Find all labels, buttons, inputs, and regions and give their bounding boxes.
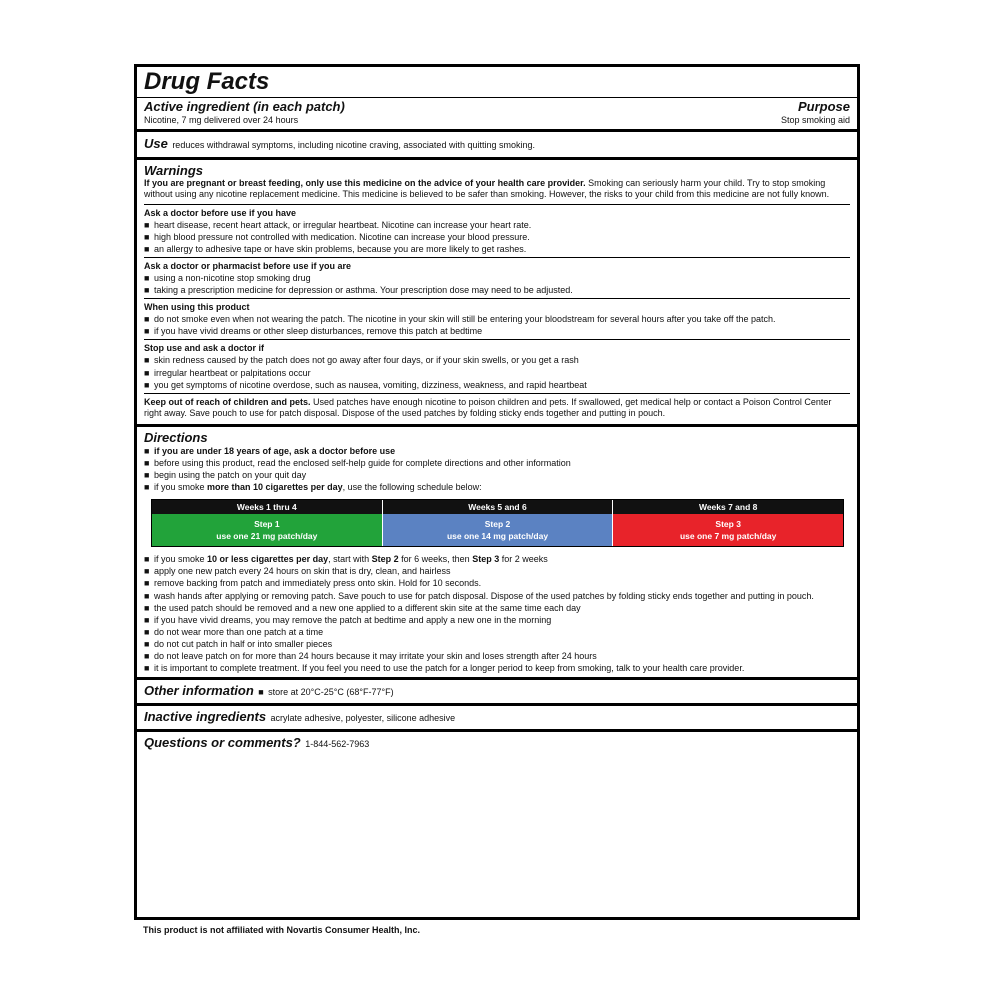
drug-facts-title: Drug Facts <box>144 68 270 95</box>
step-dose: use one 14 mg patch/day <box>446 531 549 542</box>
keep-out-text: Used patches have enough nicotine to poison children and pets. If swallowed, get medical help or contact a Poison Control Center right away. Save pouch to use for patch disposal. Dispose of the used patches by folding sticky ends together and putting in pouch. <box>144 396 832 419</box>
questions-section <box>137 729 857 755</box>
other-information-text: store at 20°C-25°C (68°F-77°F) <box>268 687 394 698</box>
list-item: ■ heart disease, recent heart attack, or irregular heartbeat. Nicotine can increase your heart rate. <box>144 219 850 231</box>
step-3-cell <box>613 514 843 546</box>
list-item: ■ an allergy to adhesive tape or have skin problems, because you are more likely to get rashes. <box>144 243 850 255</box>
list-item: ■ do not wear more than one patch at a time <box>144 626 850 638</box>
pregnancy-warning-text: Smoking can seriously harm your child. Try to stop smoking without using any nicotine replacement medicine. This medicine is believed to be safer than smoking. However, the risks to your child from this medicine are not fully known. <box>144 177 830 200</box>
list-item: ■ do not cut patch in half or into smaller pieces <box>144 638 850 650</box>
list-item: ■ it is important to complete treatment. If you feel you need to use the patch for a longer period to keep from smoking, talk to your health care provider. <box>144 662 850 674</box>
active-ingredient-text: Nicotine, 7 mg delivered over 24 hours <box>144 115 299 125</box>
use-section <box>137 129 857 157</box>
keep-out-warning <box>144 393 850 424</box>
list-item: ■ do not smoke even when not wearing the patch. The nicotine in your skin will still be entering your bloodstream for several hours after you take off the patch. <box>144 313 850 325</box>
other-information-section: Other information ■ store at 20°C-25°C (68°F-77°F) <box>137 677 857 703</box>
when-using-heading: When using this product <box>144 302 250 313</box>
directions-section <box>137 424 857 677</box>
disclaimer-note: This product is not affiliated with Novartis Consumer Health, Inc. <box>143 925 421 935</box>
use-heading: Use <box>144 135 168 151</box>
inactive-ingredients-text: acrylate adhesive, polyester, silicone adhesive <box>270 713 456 724</box>
step-label: Step 3 <box>715 519 741 530</box>
table-header: Weeks 5 and 6 <box>383 500 614 514</box>
list-item: ■ if you smoke 10 or less cigarettes per day, start with Step 2 for 6 weeks, then Step 3 for 2 weeks <box>144 553 850 565</box>
use-text: reduces withdrawal symptoms, including nicotine craving, associated with quitting smoking. <box>172 139 535 150</box>
list-item: ■ apply one new patch every 24 hours on skin that is dry, clean, and hairless <box>144 565 850 577</box>
list-item: ■ remove backing from patch and immediately press onto skin. Hold for 10 seconds. <box>144 577 850 589</box>
warnings-heading: Warnings <box>144 162 203 178</box>
other-information-heading: Other information <box>144 683 254 699</box>
list-item: ■ you get symptoms of nicotine overdose, such as nausea, vomiting, dizziness, weakness, and rapid heartbeat <box>144 379 850 391</box>
table-header: Weeks 7 and 8 <box>613 500 843 514</box>
list-item: ■ using a non-nicotine stop smoking drug <box>144 272 850 284</box>
list-item: ■ do not leave patch on for more than 24 hours because it may irritate your skin and loses strength after 24 hours <box>144 650 850 662</box>
drug-facts-panel <box>134 64 860 920</box>
list-item: ■ if you smoke more than 10 cigarettes per day, use the following schedule below: <box>144 481 850 493</box>
step-label: Step 1 <box>254 519 280 530</box>
list-item: ■ begin using the patch on your quit day <box>144 469 850 481</box>
list-item: ■ high blood pressure not controlled with medication. Nicotine can increase your blood pressure. <box>144 231 850 243</box>
active-ingredient-heading: Active ingredient (in each patch) <box>144 99 345 114</box>
pregnancy-warning <box>144 178 850 204</box>
list-item: ■ if you are under 18 years of age, ask a doctor before use <box>144 445 850 457</box>
step-label: Step 2 <box>484 519 511 530</box>
keep-out-bold: Keep out of reach of children and pets. <box>144 396 311 407</box>
ask-doctor-heading: Ask a doctor before use if you have <box>144 207 297 218</box>
list-item: ■ taking a prescription medicine for depression or asthma. Your prescription dose may need to be adjusted. <box>144 284 850 296</box>
purpose-text: Stop smoking aid <box>780 115 850 125</box>
step-dose: use one 7 mg patch/day <box>679 531 777 542</box>
schedule-table <box>151 499 844 547</box>
list-item: ■ skin redness caused by the patch does not go away after four days, or if your skin swells, or you get a rash <box>144 354 850 366</box>
step-2-cell <box>383 514 614 546</box>
questions-heading: Questions or comments? <box>144 735 301 751</box>
stop-use-heading: Stop use and ask a doctor if <box>144 343 265 354</box>
list-item: ■ if you have vivid dreams or other sleep disturbances, remove this patch at bedtime <box>144 325 850 337</box>
list-item: ■ irregular heartbeat or palpitations occur <box>144 367 850 379</box>
table-header: Weeks 1 thru 4 <box>152 500 383 514</box>
list-item: ■ if you have vivid dreams, you may remove the patch at bedtime and apply a new one in the morning <box>144 614 850 626</box>
directions-heading: Directions <box>144 429 208 445</box>
list-item: ■ wash hands after applying or removing patch. Save pouch to use for patch disposal. Dispose of the used patches by folding sticky ends together and putting in pouch. <box>144 590 850 602</box>
purpose-heading: Purpose <box>797 99 850 114</box>
step-dose: use one 21 mg patch/day <box>216 531 318 542</box>
pregnancy-warning-bold: If you are pregnant or breast feeding, only use this medicine on the advice of your health care provider. <box>144 177 586 188</box>
inactive-ingredients-heading: Inactive ingredients <box>144 709 267 725</box>
step-1-cell <box>152 514 383 546</box>
ask-pharmacist-heading: Ask a doctor or pharmacist before use if you are <box>144 261 352 272</box>
list-item: ■ before using this product, read the enclosed self-help guide for complete directions and other information <box>144 457 850 469</box>
inactive-ingredients-section <box>137 703 857 729</box>
warnings-section <box>137 157 857 424</box>
questions-phone: 1-844-562-7963 <box>305 739 370 750</box>
list-item: ■ the used patch should be removed and a new one applied to a different skin site at the same time each day <box>144 602 850 614</box>
